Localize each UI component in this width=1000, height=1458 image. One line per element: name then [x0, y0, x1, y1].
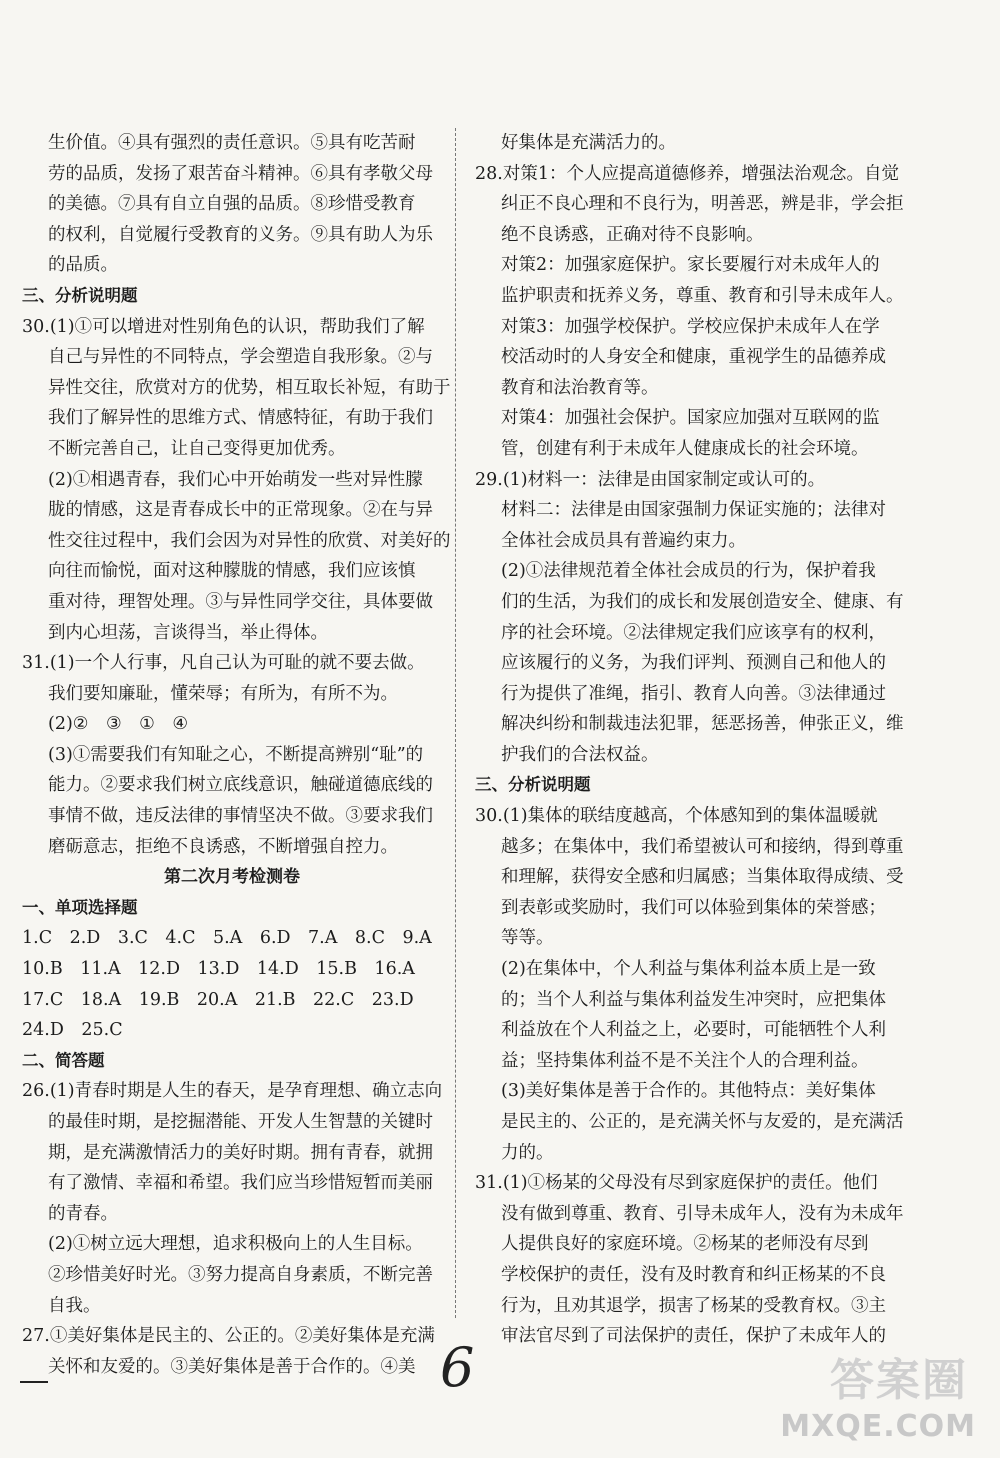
- page-number: 6: [440, 1336, 475, 1399]
- text-line: 的品质。: [48, 255, 118, 276]
- text-line: (2)①相遇青春，我们心中开始萌发一些对异性朦: [48, 469, 423, 490]
- text-line: 越多；在集体中，我们希望被认可和接纳，得到尊重: [501, 836, 904, 857]
- text-line: 益；坚持集体利益不是不关注个人的合理利益。: [501, 1050, 869, 1071]
- text-line: 自我。: [48, 1295, 101, 1316]
- text-line: 行为提供了准绳，指引、教育人向善。③法律通过: [501, 683, 886, 704]
- text-line: 行为，且劝其退学，损害了杨某的受教育权。③主: [501, 1295, 886, 1316]
- text-line: 有了激情、幸福和希望。我们应当珍惜短暂而美丽: [48, 1173, 433, 1194]
- text-line: 27.①美好集体是民主的、公正的。②美好集体是充满: [22, 1326, 435, 1347]
- text-line: 能力。②要求我们树立底线意识，触碰道德底线的: [48, 775, 433, 796]
- text-line: 对策3：加强学校保护。学校应保护未成年人在学: [501, 316, 880, 337]
- text-line: 监护职责和抚养义务，尊重、教育和引导未成年人。: [501, 285, 904, 306]
- text-line: (2)② ③ ① ④: [48, 714, 189, 735]
- text-line: 等等。: [501, 928, 554, 949]
- text-line: 序的社会环境。②法律规定我们应该享有的权利，: [501, 622, 886, 643]
- text-line: 的权利，自觉履行受教育的义务。⑨具有助人为乐: [48, 224, 433, 245]
- text-line: 人提供良好的家庭环境。②杨某的老师没有尽到: [501, 1234, 869, 1255]
- text-line: 材料二：法律是由国家强制力保证实施的；法律对: [501, 500, 886, 521]
- text-line: 10.B 11.A 12.D 13.D 14.D 15.B 16.A: [22, 959, 415, 980]
- text-line: 三、分析说明题: [475, 775, 591, 795]
- text-line: 劳的品质，发扬了艰苦奋斗精神。⑥具有孝敬父母: [48, 163, 433, 184]
- text-line: 对策2：加强家庭保护。家长要履行对未成年人的: [501, 255, 880, 276]
- text-line: 异性交往，欣赏对方的优势，相互取长补短，有助于: [48, 377, 451, 398]
- text-line: 关怀和友爱的。③美好集体是善于合作的。④美: [48, 1356, 416, 1377]
- text-line: 生价值。④具有强烈的责任意识。⑤具有吃苦耐: [48, 133, 416, 153]
- text-line: 31.(1)一个人行事，凡自己认为可耻的就不要去做。: [22, 653, 425, 674]
- text-line: 护我们的合法权益。: [501, 744, 659, 765]
- text-line: 没有做到尊重、教育、引导未成年人，没有为未成年: [501, 1203, 904, 1224]
- text-line: 第二次月考检测卷: [164, 867, 300, 888]
- text-line: 向往而愉悦，面对这种朦胧的情感，我们应该慎: [48, 561, 416, 582]
- text-line: 的美德。⑦具有自立自强的品质。⑧珍惜受教育: [48, 194, 416, 215]
- text-line: 一、单项选择题: [22, 897, 138, 917]
- text-line: 对策4：加强社会保护。国家应加强对互联网的监: [501, 408, 880, 429]
- text-line: 28.对策1：个人应提高道德修养，增强法治观念。自觉: [475, 163, 899, 184]
- text-line: 全体社会成员具有普遍约束力。: [501, 530, 746, 551]
- text-line: 26.(1)青春时期是人生的春天，是孕育理想、确立志向: [22, 1081, 443, 1102]
- text-line: 自己与异性的不同特点，学会塑造自我形象。②与: [48, 347, 433, 368]
- text-line: 管，创建有利于未成年人健康成长的社会环境。: [501, 438, 869, 459]
- text-line: (2)在集体中，个人利益与集体利益本质上是一致: [501, 959, 876, 980]
- text-line: 纠正不良心理和不良行为，明善恶，辨是非，学会拒: [501, 194, 904, 215]
- right-column: [475, 128, 904, 1352]
- watermark-url: MXQE.COM: [780, 1409, 976, 1444]
- text-line: 胧的情感，这是青春成长中的正常现象。②在与异: [48, 500, 433, 521]
- text-line: 应该履行的义务，为我们评判、预测自己和他人的: [501, 653, 886, 674]
- text-line: 学校保护的责任，没有及时教育和纠正杨某的不良: [501, 1264, 886, 1285]
- text-line: 期，是充满激情活力的美好时期。拥有青春，就拥: [48, 1142, 433, 1163]
- text-line: 三、分析说明题: [22, 285, 138, 305]
- text-line: 和理解，获得安全感和归属感；当集体取得成绩、受: [501, 867, 904, 888]
- text-line: 性交往过程中，我们会因为对异性的欣赏、对美好的: [48, 530, 451, 551]
- text-line: (3)美好集体是善于合作的。其他特点：美好集体: [501, 1081, 876, 1102]
- text-line: 力的。: [501, 1142, 554, 1163]
- text-line: 解决纠纷和制裁违法犯罪，惩恶扬善，伸张正义，维: [501, 714, 904, 735]
- footer-rule: [20, 1381, 48, 1383]
- text-line: 到内心坦荡，言谈得当，举止得体。: [48, 622, 328, 643]
- text-line: 1.C 2.D 3.C 4.C 5.A 6.D 7.A 8.C 9.A: [22, 928, 432, 949]
- text-line: 的青春。: [48, 1203, 118, 1224]
- text-line: 31.(1)①杨某的父母没有尽到家庭保护的责任。他们: [475, 1173, 878, 1194]
- text-line: 的；当个人利益与集体利益发生冲突时，应把集体: [501, 989, 886, 1010]
- text-line: 利益放在个人利益之上，必要时，可能牺牲个人利: [501, 1020, 886, 1041]
- text-line: 磨砺意志，拒绝不良诱惑，不断增强自控力。: [48, 836, 398, 857]
- text-line: 我们要知廉耻，懂荣辱；有所为，有所不为。: [48, 683, 398, 704]
- text-line: (2)①法律规范着全体社会成员的行为，保护着我: [501, 561, 876, 582]
- text-line: 30.(1)①可以增进对性别角色的认识，帮助我们了解: [22, 316, 425, 337]
- text-line: 29.(1)材料一：法律是由国家制定或认可的。: [475, 469, 826, 490]
- left-column: [22, 128, 451, 1382]
- text-line: 二、简答题: [22, 1050, 105, 1070]
- text-line: 好集体是充满活力的。: [501, 133, 676, 153]
- text-line: 绝不良诱惑，正确对待不良影响。: [501, 224, 764, 245]
- text-line: (2)①树立远大理想，追求积极向上的人生目标。: [48, 1234, 423, 1255]
- text-line: 到表彰或奖励时，我们可以体验到集体的荣誉感；: [501, 897, 886, 918]
- text-line: 24.D 25.C: [22, 1020, 123, 1041]
- text-line: 17.C 18.A 19.B 20.A 21.B 22.C 23.D: [22, 989, 414, 1010]
- text-line: 30.(1)集体的联结度越高，个体感知到的集体温暖就: [475, 806, 878, 827]
- text-line: 们的生活，为我们的成长和发展创造安全、健康、有: [501, 591, 904, 612]
- text-line: 是民主的、公正的，是充满关怀与友爱的，是充满活: [501, 1112, 904, 1132]
- text-line: 教育和法治教育等。: [501, 377, 659, 398]
- watermark: [780, 1350, 986, 1450]
- watermark-cn: 答案圈: [830, 1355, 968, 1406]
- text-line: ②珍惜美好时光。③努力提高自身素质，不断完善: [48, 1264, 433, 1285]
- text-line: 校活动时的人身安全和健康，重视学生的品德养成: [501, 347, 886, 368]
- text-line: 重对待，理智处理。③与异性同学交往，具体要做: [48, 591, 433, 612]
- column-divider: [455, 128, 456, 1318]
- text-line: 的最佳时期，是挖掘潜能、开发人生智慧的关键时: [48, 1112, 433, 1132]
- text-line: (3)①需要我们有知耻之心，不断提高辨别“耻”的: [48, 744, 424, 765]
- text-line: 我们了解异性的思维方式、情感特征，有助于我们: [48, 408, 433, 429]
- text-line: 不断完善自己，让自己变得更加优秀。: [48, 438, 346, 459]
- text-line: 事情不做，违反法律的事情坚决不做。③要求我们: [48, 806, 433, 827]
- text-line: 审法官尽到了司法保护的责任，保护了未成年人的: [501, 1326, 886, 1347]
